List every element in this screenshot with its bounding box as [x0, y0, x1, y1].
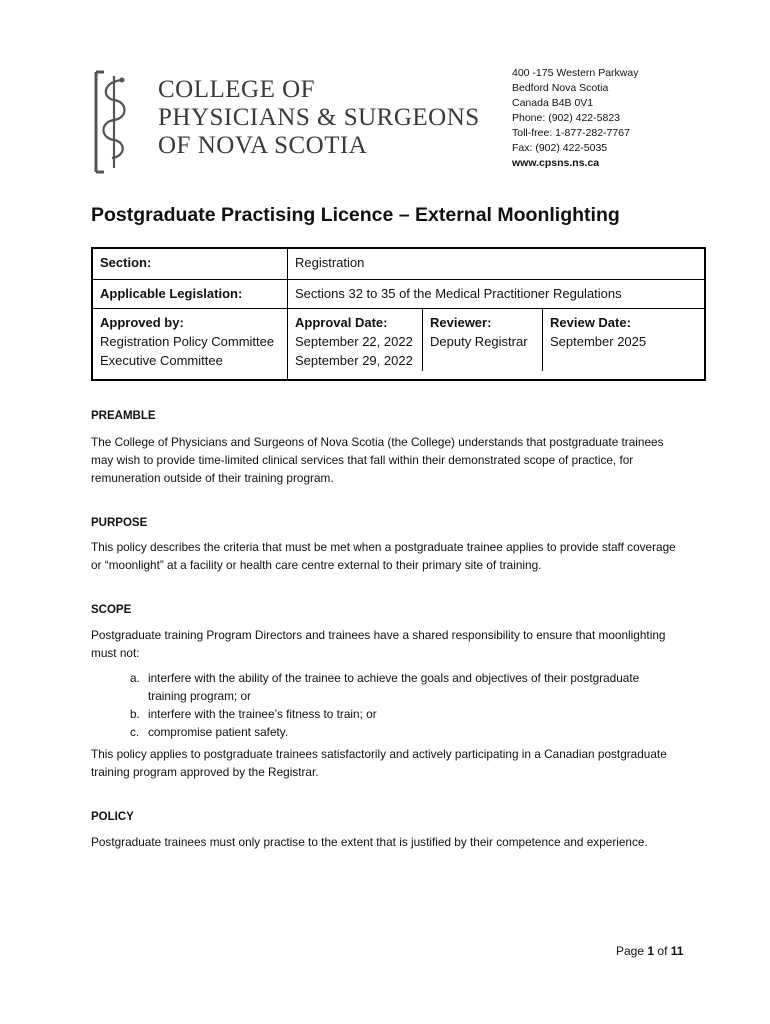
purpose-text: This policy describes the criteria that must be met when a postgraduate trainee applies to provide staff coverage or “moonlight” at a facility or health care centre external to their primary site of training. [91, 540, 676, 572]
approval-date-label: Approval Date: [295, 315, 388, 330]
phone-line: Phone: (902) 422-5823 [512, 112, 620, 124]
section-value: Registration [288, 248, 706, 280]
list-marker: a. [130, 671, 140, 685]
document-title: Postgraduate Practising Licence – External Moonlighting [91, 204, 620, 226]
approved-by-cell [92, 309, 288, 381]
address-line: Bedford Nova Scotia [512, 82, 609, 94]
caduceus-icon [92, 68, 132, 176]
list-item-text: compromise patient safety. [148, 725, 289, 739]
scope-intro: Postgraduate training Program Directors and trainees have a shared responsibility to ensure that moonlighting must not: [91, 628, 666, 660]
approval-row [92, 309, 705, 381]
list-item [130, 669, 650, 705]
preamble-heading: PREAMBLE [91, 410, 156, 422]
list-item-text: interfere with the ability of the trainee to achieve the goals and objectives of their postgraduate training program; or [148, 671, 640, 703]
purpose-heading: PURPOSE [91, 517, 148, 529]
tollfree-line: Toll-free: 1-877-282-7767 [512, 127, 630, 139]
approved-by-label: Approved by: [100, 315, 184, 330]
logo-line-2: PHYSICIANS & SURGEONS [158, 104, 480, 131]
logo-line-1: COLLEGE OF [158, 76, 316, 103]
reviewer-value: Deputy Registrar [430, 334, 528, 349]
of-word: of [657, 944, 668, 958]
policy-text: Postgraduate trainees must only practise to the extent that is justified by their competence and experience. [91, 835, 648, 849]
website-link[interactable]: www.cpsns.ns.ca [512, 157, 600, 169]
approval-date-value: September 29, 2022 [295, 353, 413, 368]
scope-heading: SCOPE [91, 604, 132, 616]
page-current: 1 [647, 944, 655, 958]
approved-by-value: Executive Committee [100, 353, 223, 368]
logo-wordmark [158, 76, 480, 160]
review-date-cell [543, 309, 704, 371]
list-marker: c. [130, 725, 140, 739]
page-total: 11 [670, 944, 684, 958]
section-label: Section: [92, 248, 288, 280]
address-line: Canada B4B 0V1 [512, 97, 594, 109]
policy-heading: POLICY [91, 811, 134, 823]
fax-line: Fax: (902) 422-5035 [512, 142, 608, 154]
review-date-label: Review Date: [550, 315, 631, 330]
approved-by-value: Registration Policy Committee [100, 334, 275, 349]
section-row [92, 248, 705, 280]
reviewer-label: Reviewer: [430, 315, 492, 330]
approval-date-cell [288, 309, 423, 371]
legislation-label: Applicable Legislation: [92, 280, 288, 309]
policy-info-table [91, 247, 706, 381]
page-number [616, 944, 683, 958]
list-item [130, 705, 650, 723]
contact-address [512, 66, 638, 171]
list-item [130, 723, 650, 741]
review-date-value: September 2025 [550, 334, 647, 349]
scope-closing: This policy applies to postgraduate trainees satisfactorily and actively participating in a Canadian postgraduate training program approved by the Registrar. [91, 747, 667, 779]
college-logo [92, 68, 492, 176]
list-marker: b. [130, 707, 140, 721]
list-item-text: interfere with the trainee’s fitness to train; or [148, 707, 377, 721]
page-word: Page [616, 944, 645, 958]
reviewer-cell [423, 309, 543, 371]
legislation-row [92, 280, 705, 309]
scope-list [130, 669, 650, 741]
legislation-value: Sections 32 to 35 of the Medical Practitioner Regulations [288, 280, 706, 309]
approval-date-value: September 22, 2022 [295, 334, 413, 349]
approval-details-cell [288, 309, 706, 381]
address-line: 400 -175 Western Parkway [512, 67, 639, 79]
logo-line-3: OF NOVA SCOTIA [158, 132, 368, 159]
preamble-text: The College of Physicians and Surgeons of Nova Scotia (the College) understands that postgraduate trainees may wish to provide time-limited clinical services that fall within their demonstrated scope of practice, for remuneration outside of their training program. [91, 435, 664, 485]
